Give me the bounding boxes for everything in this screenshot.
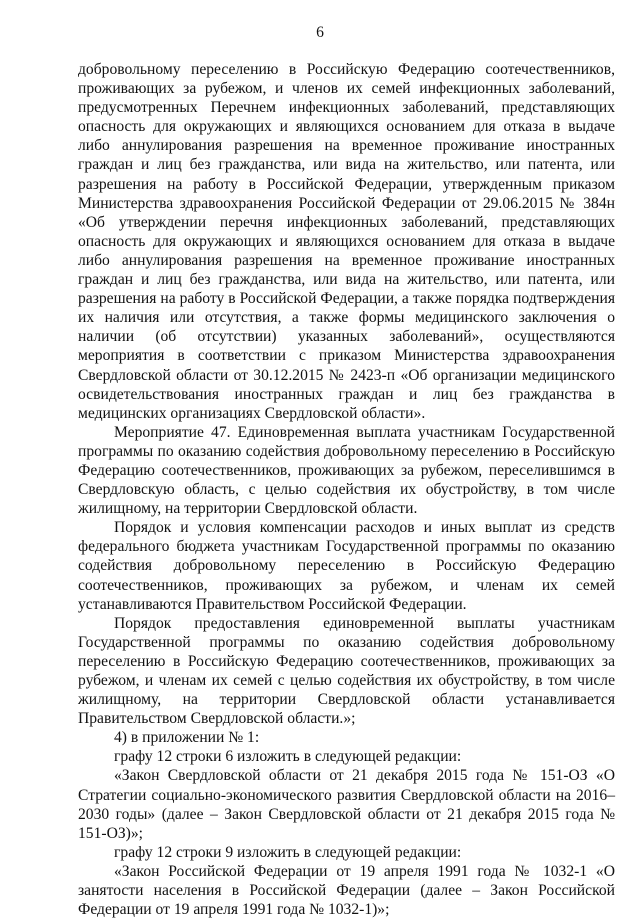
paragraph-appendix-1: 4) в приложении № 1: xyxy=(114,729,260,747)
page-number: 6 xyxy=(316,24,324,41)
document-body xyxy=(78,60,615,919)
paragraph-column-12-row-6: графу 12 строки 6 изложить в следующей редакции: xyxy=(114,748,462,766)
paragraph-payment-procedure: Порядок предоставления единовременной выплаты участникам Государственной программы по оказанию содействия добровольному переселению в Российскую Федерацию соотечественников, проживающих за рубежом, и членам их семей с целью содействия их обустройству, в том числе жилищному, на территории Свердловской области устанавливается Правительством Свердловской области.»; xyxy=(78,614,615,728)
paragraph-measure-47: Мероприятие 47. Единовременная выплата участникам Государственной программы по оказанию содействия добровольному переселению в Российскую Федерацию соотечественников, проживающих за рубежом, переселившимся в Свердловскую область, с целью содействия их обустройству, в том числе жилищному, на территории Свердловской области. xyxy=(78,423,615,518)
paragraph-column-12-row-9: графу 12 строки 9 изложить в следующей редакции: xyxy=(114,843,462,861)
paragraph-law-151-oz: «Закон Свердловской области от 21 декабря 2015 года № 151-ОЗ «О Стратегии социально-экономического развития Свердловской области на 2016–2030 годы» (далее – Закон Свердловской области от 21 декабря 2015 года № 151-ОЗ)»; xyxy=(78,767,615,842)
paragraph-law-1032-1: «Закон Российской Федерации от 19 апреля 1991 года № 1032-1 «О занятости населения в Российской Федерации (далее – Закон Российской Федерации от 19 апреля 1991 года № 1032-1)»; xyxy=(78,862,615,919)
paragraph-compensation-procedure: Порядок и условия компенсации расходов и иных выплат из средств федерального бюджета участникам Государственной программы по оказанию содействия добровольному переселению в Российскую Федерацию соотечественников, проживающих за рубежом, и членам их семей устанавливаются Правительством Российской Федерации. xyxy=(78,519,615,613)
paragraph-continuation: добровольному переселению в Российскую Федерацию соотечественников, проживающих за рубежом, и членов их семей инфекционных заболеваний, предусмотренных Перечнем инфекционных заболеваний, представляющих опасность для окружающих и являющихся основанием для отказа в выдаче либо аннулирования разрешения на временное проживание иностранных граждан и лиц без гражданства, или вида на жительство, или патента, или разрешения на работу в Российской Федерации, утвержденным приказом Министерства здравоохранения Российской Федерации от 29.06.2015 № 384н «Об утверждении перечня инфекционных заболеваний, представляющих опасность для окружающих и являющихся основанием для отказа в выдаче либо аннулирования разрешения на временное проживание иностранных граждан и лиц без гражданства, или вида на жительство, или патента, или разрешения на работу в Российской Федерации, а также порядка подтверждения их наличия или отсутствия, а также формы медицинского заключения о наличии (об отсутствии) указанных заболеваний», осуществляются мероприятия в соответствии с приказом Министерства здравоохранения Свердловской области от 30.12.2015 № 2423-п «Об организации медицинского освидетельствования иностранных граждан и лиц без гражданства в медицинских организациях Свердловской области». xyxy=(78,61,615,422)
